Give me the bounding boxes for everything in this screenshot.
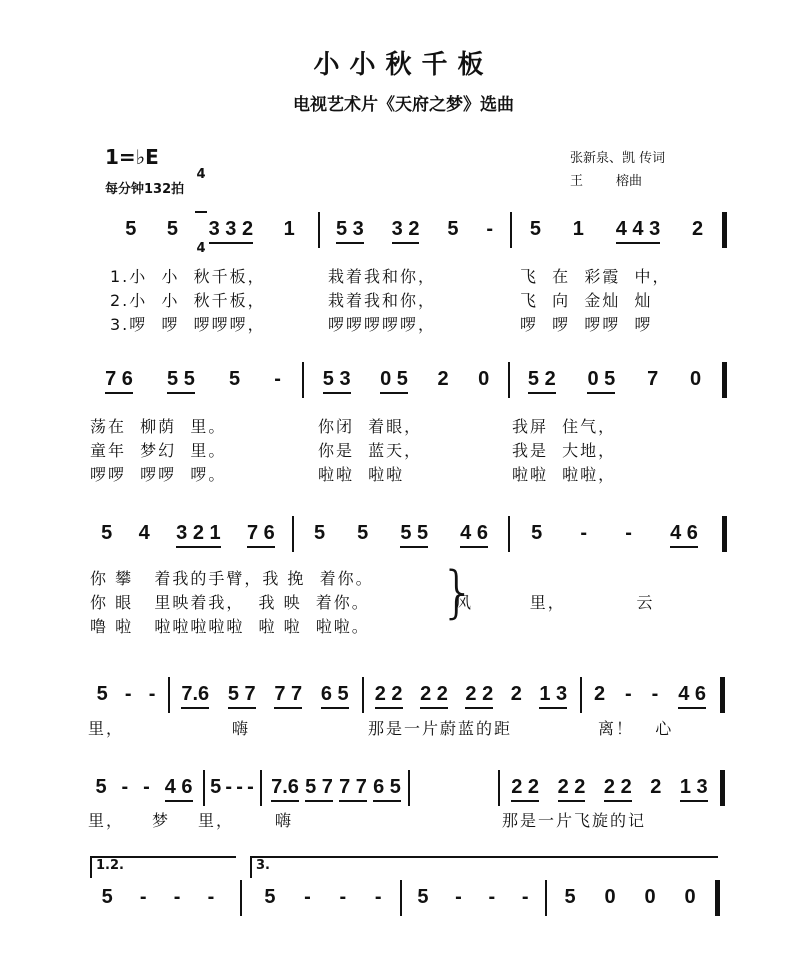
lyric-text: 你是 蓝天， (318, 441, 423, 460)
lyric-text: 栽着我和你， (328, 267, 437, 286)
note-group: 5 3 (323, 368, 351, 394)
note-group: 2 2 (604, 776, 632, 802)
barline (168, 677, 170, 713)
note-group: 5 (228, 368, 241, 390)
lyric-text: 噜 啦 啦啦啦啦啦 啦 啦 啦啦。 (90, 617, 370, 636)
note-group: 7.6 (271, 776, 299, 802)
lyric-text: 你 眼 里映着我， 我 映 着你。 (90, 593, 370, 612)
note-group: 0 5 (380, 368, 408, 394)
verse-brace: } (440, 560, 476, 625)
note-group: 5 2 (528, 368, 556, 394)
note-group: 4 4 3 (616, 218, 660, 244)
lyric-text: 你 攀 着我的手臂，我 挽 着你。 (90, 569, 374, 588)
barline (302, 362, 304, 398)
time-top: 4 (196, 167, 206, 182)
note-group: - (143, 776, 150, 798)
note-group: 5 7 (228, 683, 256, 709)
lyric-text: 啰啰 啰啰 啰。 (90, 465, 227, 484)
lyric-text: 我是 大地， (512, 441, 617, 460)
time-signature (192, 140, 210, 284)
barline (318, 212, 320, 248)
lyric-text: 里， (198, 811, 235, 830)
subtitle: 电视艺术片《天府之梦》选曲 (293, 95, 514, 115)
barline (720, 770, 725, 806)
note-group: - (247, 776, 254, 798)
time-bottom: 4 (196, 241, 206, 256)
note-group: 6 5 (373, 776, 401, 802)
note-group: - (148, 683, 156, 705)
barline (720, 677, 725, 713)
measure (88, 776, 200, 802)
note-group: 7.6 (181, 683, 209, 709)
measure (250, 886, 396, 909)
note-group: 4 (138, 522, 150, 544)
note-group: 5 (529, 218, 542, 240)
volta-third: 3. (250, 856, 718, 878)
note-group: 7 7 (339, 776, 367, 802)
note-group: - (121, 776, 129, 798)
lyricist: 张新泉、凯 传词 (570, 151, 666, 166)
note-group: 7 6 (247, 522, 275, 548)
measure (502, 776, 717, 802)
note-group: 2 (437, 368, 449, 390)
note-group: - (207, 886, 215, 908)
barline (722, 516, 727, 552)
note-group: - (374, 886, 382, 908)
measure (88, 886, 228, 909)
barline (498, 770, 500, 806)
note-group: - (625, 522, 632, 544)
lyric-text: 那是一片蔚蓝的距 (368, 719, 513, 738)
barline (715, 880, 720, 916)
barline (408, 770, 410, 806)
note-group: 3 2 1 (176, 522, 220, 548)
lyric-text: 风 里， 云 (455, 593, 655, 612)
composer: 王 榕曲 (570, 174, 643, 189)
note-group: 7 (647, 368, 659, 390)
note-group: 5 (531, 522, 543, 544)
note-group: 2 (593, 683, 606, 705)
lyric-text: 飞 向 金灿 灿 (520, 291, 653, 310)
lyric-text: 2.小 小 秋千板， (110, 291, 266, 310)
note-group: 0 5 (587, 368, 615, 394)
measure (404, 886, 542, 909)
lyric-text: 荡在 柳荫 里。 (90, 417, 227, 436)
measure (172, 683, 358, 709)
note-group: - (651, 683, 659, 705)
note-group: - (486, 218, 494, 240)
measure (308, 368, 504, 394)
note-group: 4 6 (678, 683, 706, 709)
note-group: 5 7 (305, 776, 333, 802)
note-group: 5 5 (167, 368, 195, 394)
measure (514, 218, 719, 244)
lyric-text: 嗨 (275, 811, 294, 830)
note-group: 1 (572, 218, 584, 240)
barline (292, 516, 294, 552)
note-group: 5 (96, 683, 108, 705)
note-group: 7 7 (274, 683, 302, 709)
lyric-text: 里， (88, 811, 125, 830)
lyric-text: 啦啦 啦啦， (512, 465, 617, 484)
measure (268, 776, 404, 802)
barline (240, 880, 242, 916)
note-group: 5 (314, 522, 326, 544)
barline (580, 677, 582, 713)
note-group: - (580, 522, 588, 544)
measure (208, 776, 256, 799)
measure (366, 683, 576, 709)
barline (400, 880, 402, 916)
lyric-text: 离！ 心 (598, 719, 674, 738)
measure (88, 368, 298, 394)
barline (260, 770, 262, 806)
lyric-text: 飞 在 彩霞 中， (520, 267, 671, 286)
barline (722, 362, 727, 398)
note-group: 0 (604, 886, 616, 908)
note-group: - (173, 886, 181, 908)
lyric-text: 我屏 住气， (512, 417, 617, 436)
lyric-text: 啦啦 啦啦 (318, 465, 405, 484)
note-group: 5 (357, 522, 369, 544)
barline (203, 770, 205, 806)
barline (362, 677, 364, 713)
measure (512, 368, 717, 394)
barline (722, 212, 727, 248)
note-group: 2 (691, 218, 704, 240)
note-group: 5 (166, 218, 179, 240)
barline (508, 516, 510, 552)
note-group: 4 6 (165, 776, 193, 802)
note-group: 5 (125, 218, 137, 240)
song-title: 小小秋千板 (313, 50, 494, 80)
note-group: 3 3 2 (209, 218, 253, 244)
measure (298, 522, 504, 548)
lyric-text: 童年 梦幻 里。 (90, 441, 227, 460)
note-group: 2 2 (465, 683, 493, 709)
lyric-text: 3.啰 啰 啰啰啰， (110, 315, 266, 334)
measure (110, 218, 310, 244)
note-group: 5 (210, 776, 222, 798)
note-group: - (124, 683, 132, 705)
note-group: 5 3 (336, 218, 364, 244)
note-group: 2 2 (420, 683, 448, 709)
note-group: 6 5 (321, 683, 349, 709)
note-group: 5 (417, 886, 429, 908)
note-group: 0 (644, 886, 656, 908)
lyric-text: 1.小 小 秋千板， (110, 267, 266, 286)
note-group: 4 6 (460, 522, 488, 548)
note-group: - (274, 368, 281, 390)
note-group: 3 2 (392, 218, 420, 244)
note-group: 5 5 (400, 522, 428, 548)
lyric-text: 里， (88, 719, 125, 738)
note-group: 2 2 (375, 683, 403, 709)
measure (584, 683, 716, 709)
note-group: 0 (689, 368, 702, 390)
measure (88, 683, 164, 706)
measure (550, 886, 710, 909)
note-group: 1 3 (539, 683, 567, 709)
tempo: 每分钟132拍 (105, 182, 185, 197)
note-group: 5 (264, 886, 276, 908)
lyric-text: 那是一片飞旋的记 (502, 811, 647, 830)
note-group: 5 (447, 218, 459, 240)
note-group: - (455, 886, 462, 908)
volta-first: 1.2. (90, 856, 236, 878)
note-group: 4 6 (670, 522, 698, 548)
key-signature: 1=♭E (105, 145, 159, 169)
note-group: 5 (101, 886, 113, 908)
measure (512, 522, 717, 548)
note-group: - (225, 776, 233, 798)
note-group: 5 (101, 522, 113, 544)
lyric-text: 你闭 着眼， (318, 417, 423, 436)
note-group: 0 (684, 886, 696, 908)
barline (508, 362, 510, 398)
barline (510, 212, 512, 248)
lyric-text: 嗨 (232, 719, 251, 738)
note-group: - (236, 776, 243, 798)
barline (545, 880, 547, 916)
note-group: 5 (95, 776, 107, 798)
note-group: 2 2 (558, 776, 586, 802)
note-group: 2 (650, 776, 662, 798)
note-group: 0 (478, 368, 490, 390)
note-group: - (139, 886, 147, 908)
note-group: - (488, 886, 496, 908)
lyric-text: 梦 (152, 811, 171, 830)
lyric-text: 栽着我和你， (328, 291, 437, 310)
note-group: - (339, 886, 347, 908)
note-group: 1 3 (680, 776, 708, 802)
note-group: 7 6 (105, 368, 133, 394)
measure (88, 522, 288, 548)
measure (322, 218, 507, 244)
note-group: 2 (510, 683, 522, 705)
lyric-text: 啰 啰 啰啰 啰 (520, 315, 653, 334)
note-group: - (304, 886, 311, 908)
note-group: 5 (564, 886, 576, 908)
note-group: - (625, 683, 632, 705)
lyric-text: 啰啰啰啰啰， (328, 315, 437, 334)
note-group: 1 (283, 218, 295, 240)
note-group: - (521, 886, 529, 908)
note-group: 2 2 (511, 776, 539, 802)
time-line (195, 211, 207, 213)
